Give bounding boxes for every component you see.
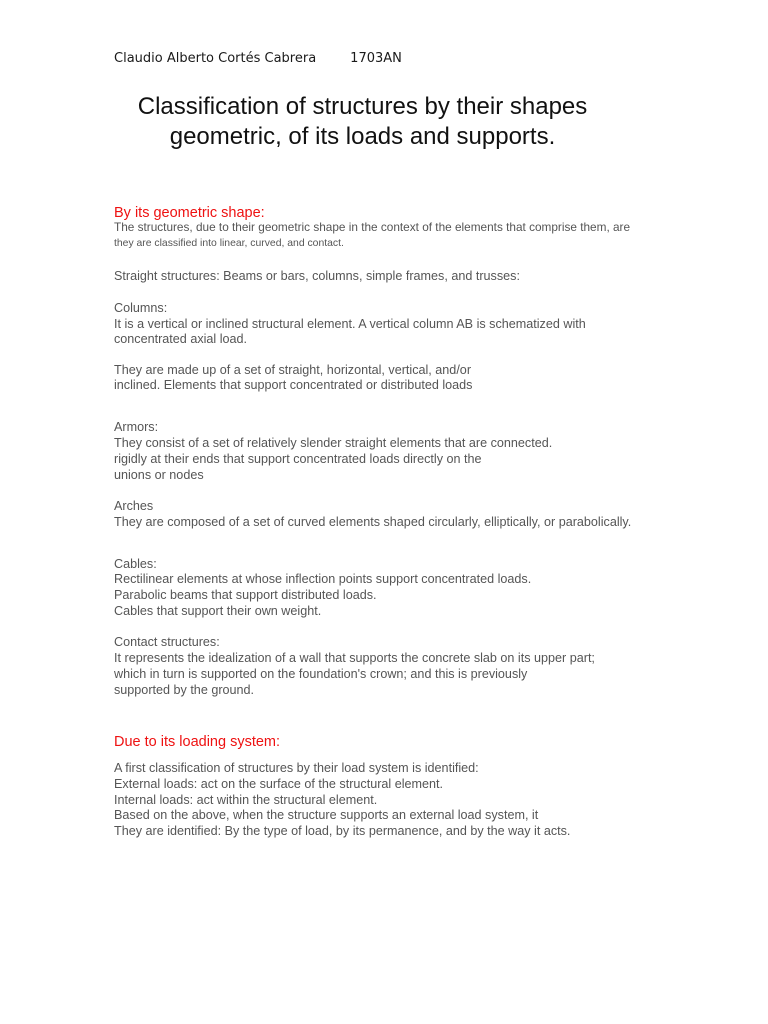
document-title (60, 92, 665, 152)
loading-text-line-5: They are identified: By the type of load, by its permanence, and by the way it acts. (114, 824, 571, 838)
frames-text-line-1: They are made up of a set of straight, horizontal, vertical, and/or (114, 363, 472, 377)
contact-structures-label: Contact structures: (114, 635, 220, 649)
contact-text-line-2: which in turn is supported on the foundation's crown; and this is previously (114, 667, 528, 681)
loading-text-line-3: Internal loads: act within the structural element. (114, 793, 378, 807)
arches-text-line-1: They are composed of a set of curved elements shaped circularly, elliptically, or parabolically. (114, 515, 632, 529)
title-line-2: geometric, of its loads and supports. (169, 123, 556, 150)
geometric-intro-line-2: they are classified into linear, curved, and contact. (114, 238, 344, 249)
contact-text-line-3: supported by the ground. (114, 683, 255, 697)
armors-text-line-2: rigidly at their ends that support concentrated loads directly on the (114, 452, 482, 466)
columns-label: Columns: (114, 301, 168, 315)
author-name: Claudio Alberto Cortés Cabrera (114, 51, 317, 66)
arches-label: Arches (114, 499, 154, 513)
title-line-1: Classification of structures by their shapes (137, 93, 588, 120)
geometric-intro-line-1: The structures, due to their geometric shape in the context of the elements that comprise them, are (114, 220, 631, 234)
cables-label: Cables: (114, 557, 157, 571)
geometric-shape-heading: By its geometric shape: (114, 205, 265, 221)
loading-text-line-1: A first classification of structures by their load system is identified: (114, 761, 479, 775)
armors-text-line-1: They consist of a set of relatively slender straight elements that are connected. (114, 436, 553, 450)
columns-text-line-1: It is a vertical or inclined structural element. A vertical column AB is schematized with (114, 317, 586, 331)
loading-system-heading: Due to its loading system: (114, 734, 281, 750)
armors-label: Armors: (114, 420, 159, 434)
armors-text-line-3: unions or nodes (114, 468, 204, 482)
columns-text-line-2: concentrated axial load. (114, 332, 248, 346)
loading-text-line-4: Based on the above, when the structure supports an external load system, it (114, 808, 539, 822)
contact-text-line-1: It represents the idealization of a wall that supports the concrete slab on its upper part; (114, 651, 595, 665)
cables-text-line-1: Rectilinear elements at whose inflection points support concentrated loads. (114, 572, 532, 586)
cables-text-line-3: Cables that support their own weight. (114, 604, 322, 618)
student-code: 1703AN (350, 51, 402, 66)
straight-structures-text: Straight structures: Beams or bars, columns, simple frames, and trusses: (114, 269, 520, 283)
frames-text-line-2: inclined. Elements that support concentrated or distributed loads (114, 378, 473, 392)
loading-text-line-2: External loads: act on the surface of the structural element. (114, 777, 444, 791)
cables-text-line-2: Parabolic beams that support distributed loads. (114, 588, 377, 602)
document-header (114, 51, 402, 66)
